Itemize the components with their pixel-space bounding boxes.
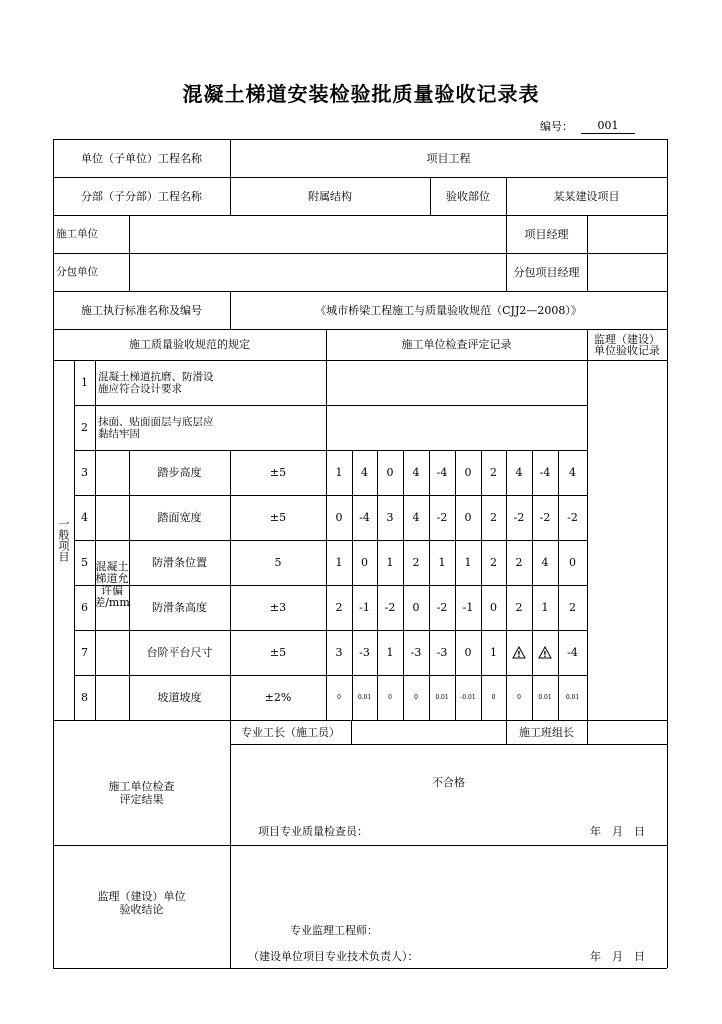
measured-value: 0.01 xyxy=(538,694,552,701)
accept-part-value: 某某建设项目 xyxy=(553,189,620,203)
eval-label-line1: 施工单位检查 xyxy=(108,779,175,793)
document-number xyxy=(540,118,635,134)
measured-value: -4 xyxy=(567,646,578,659)
measured-value: 4 xyxy=(569,466,576,479)
inspector-label: 项目专业质量检查员： xyxy=(258,824,368,838)
standard-label: 施工执行标准名称及编号 xyxy=(81,303,202,317)
code-label: 编号： xyxy=(540,120,573,133)
measured-value: 2 xyxy=(490,511,497,524)
measured-value: -2 xyxy=(436,511,448,524)
warning-icon xyxy=(506,630,532,675)
measured-value: -4 xyxy=(539,466,551,479)
item-name: 防滑条高度 xyxy=(152,601,207,614)
accept-part-label: 验收部位 xyxy=(446,189,490,203)
measured-value: 0.01 xyxy=(565,694,580,701)
supervision-date: 年 月 日 xyxy=(590,949,645,963)
item-number: 7 xyxy=(81,646,88,659)
item-number: 5 xyxy=(81,556,88,569)
eval-label-line2: 评定结果 xyxy=(119,792,164,806)
measured-value: -0.01 xyxy=(460,694,476,701)
measured-value: 0.01 xyxy=(435,694,449,701)
item-name: 坡道坡度 xyxy=(157,691,202,704)
measured-value: 4 xyxy=(541,556,549,569)
grid-line-v xyxy=(587,360,588,450)
item-tolerance: 5 xyxy=(274,556,282,569)
item-number: 6 xyxy=(81,601,88,614)
grid-line-v xyxy=(667,139,668,968)
measured-value: 2 xyxy=(515,556,523,569)
measured-value: -4 xyxy=(436,466,448,479)
measured-value: -3 xyxy=(359,646,370,659)
supervision-label-line1: 监理（建设）单位 xyxy=(97,889,186,903)
measured-value: 0 xyxy=(464,511,472,524)
measured-value: -2 xyxy=(384,601,396,614)
item-requirement xyxy=(95,360,326,405)
measured-value: -4 xyxy=(359,511,370,524)
project-manager-value xyxy=(587,215,667,253)
measured-value: 0 xyxy=(414,694,418,701)
general-items-label: 一般项目 xyxy=(57,518,70,562)
item-number: 8 xyxy=(81,691,88,704)
measured-value: 0 xyxy=(388,694,392,701)
measured-value: 1 xyxy=(541,601,549,614)
team-leader-value xyxy=(587,720,667,744)
sub-project-manager-value xyxy=(587,253,667,291)
measured-value: -2 xyxy=(513,511,525,524)
measured-value: 0 xyxy=(337,694,341,701)
item-name: 台阶平台尺寸 xyxy=(146,646,213,659)
warning-icon xyxy=(532,630,558,675)
eval-result-value: 不合格 xyxy=(432,775,465,789)
item-tolerance: ±3 xyxy=(269,601,287,614)
item-name: 防滑条位置 xyxy=(152,556,207,569)
eval-label xyxy=(53,720,230,845)
svg-text:!: ! xyxy=(517,650,521,659)
grid-line-h xyxy=(53,968,667,969)
group-label xyxy=(95,450,129,720)
item-requirement-line1: 抹面、贴面面层与底层应 xyxy=(98,415,214,428)
item-name: 踏面宽度 xyxy=(157,511,202,524)
measured-value: 3 xyxy=(335,646,343,659)
measured-value: 4 xyxy=(412,466,420,479)
measured-value: 2 xyxy=(335,601,343,614)
measured-value: 2 xyxy=(515,601,523,614)
contractor-label: 施工单位 xyxy=(56,228,98,240)
item-requirement xyxy=(95,405,326,450)
tech-lead-label: （建设单位项目专业技术负责人）： xyxy=(248,949,419,963)
measured-value: 3 xyxy=(386,511,394,524)
measured-value: 0.01 xyxy=(357,694,372,701)
contractor-value xyxy=(129,215,506,253)
part-name-value: 附属结构 xyxy=(308,189,352,203)
item-check-record xyxy=(326,360,587,405)
measured-value: 1 xyxy=(386,646,394,659)
measured-value: -2 xyxy=(539,511,551,524)
measured-value: 0 xyxy=(569,556,576,569)
measured-value: 4 xyxy=(412,511,420,524)
item-tolerance: ±5 xyxy=(269,646,287,659)
item-tolerance: ±2% xyxy=(264,691,292,704)
team-leader-label: 施工班组长 xyxy=(519,725,574,739)
measured-value: -3 xyxy=(436,646,448,659)
item-requirement-line2: 施应符合设计要求 xyxy=(98,382,182,395)
page-title: 混凝土梯道安装检验批质量验收记录表 xyxy=(182,82,540,106)
sub-project-manager-label: 分包项目经理 xyxy=(513,265,580,279)
measured-value: 0 xyxy=(386,466,394,479)
measured-value: 2 xyxy=(569,601,576,614)
foreman-value xyxy=(351,720,506,744)
item-name: 踏步高度 xyxy=(157,466,202,479)
measured-value: 1 xyxy=(335,466,343,479)
measured-value: 1 xyxy=(464,556,472,569)
item-tolerance: ±5 xyxy=(269,466,287,479)
foreman-label: 专业工长（施工员） xyxy=(241,725,340,739)
measured-value: 2 xyxy=(490,466,497,479)
unit-name-value: 项目工程 xyxy=(426,151,471,165)
measured-value: 0 xyxy=(361,556,368,569)
svg-text:!: ! xyxy=(543,650,547,659)
check-header: 施工单位检查评定记录 xyxy=(401,338,512,351)
grid-line-v xyxy=(587,450,588,720)
measured-value: 0 xyxy=(412,601,420,614)
item-check-record xyxy=(326,405,587,450)
measured-value: 0 xyxy=(517,694,521,701)
measured-value: 4 xyxy=(361,466,368,479)
measured-value: 0 xyxy=(491,694,496,701)
measured-value: 0 xyxy=(335,511,343,524)
item-number: 4 xyxy=(81,511,88,524)
measured-value: -2 xyxy=(567,511,578,524)
code-value: 001 xyxy=(581,119,635,134)
grid-line-v xyxy=(230,720,231,968)
supervision-label xyxy=(53,845,230,968)
subcontractor-value xyxy=(129,253,506,291)
measured-value: 2 xyxy=(490,556,497,569)
standard-value: 《城市桥梁工程施工与质量验收规范（CJJ2—2008）》 xyxy=(315,303,582,317)
measured-value: 1 xyxy=(490,646,497,659)
supervisor-header-line1: 监理（建设） xyxy=(594,332,660,346)
item-number: 2 xyxy=(81,421,88,434)
item-requirement-line2: 黏结牢固 xyxy=(98,427,140,440)
group-label-text: 混凝土梯道允许偏差/mm xyxy=(94,560,130,609)
project-manager-label: 项目经理 xyxy=(524,227,569,241)
spec-header: 施工质量验收规范的规定 xyxy=(129,338,250,351)
measured-value: -1 xyxy=(462,601,474,614)
subcontractor-label: 分包单位 xyxy=(56,266,98,278)
measured-value: 0 xyxy=(490,601,497,614)
eval-date: 年 月 日 xyxy=(590,824,645,838)
measured-value: 0 xyxy=(464,646,472,659)
supervisor-header xyxy=(587,329,667,360)
measured-value: 4 xyxy=(515,466,523,479)
unit-name-label: 单位（子单位）工程名称 xyxy=(81,151,202,165)
measured-value: 1 xyxy=(386,556,394,569)
measured-value: -3 xyxy=(410,646,422,659)
item-requirement-line1: 混凝土梯道抗磨、防滑设 xyxy=(98,370,214,383)
measured-value: -2 xyxy=(436,601,448,614)
item-tolerance: ±5 xyxy=(269,511,287,524)
grid-line-h xyxy=(230,744,667,745)
supervision-label-line2: 验收结论 xyxy=(119,902,164,916)
supervising-engineer-label: 专业监理工程师： xyxy=(290,923,378,937)
measured-value: 1 xyxy=(335,556,343,569)
item-number: 1 xyxy=(81,376,88,389)
supervisor-header-line2: 单位验收记录 xyxy=(594,343,660,357)
measured-value: 0 xyxy=(464,466,472,479)
item-number: 3 xyxy=(81,466,88,479)
measured-value: -1 xyxy=(359,601,370,614)
part-name-label: 分部（子分部）工程名称 xyxy=(81,189,202,203)
measured-value: 2 xyxy=(412,556,420,569)
measured-value: 1 xyxy=(438,556,446,569)
